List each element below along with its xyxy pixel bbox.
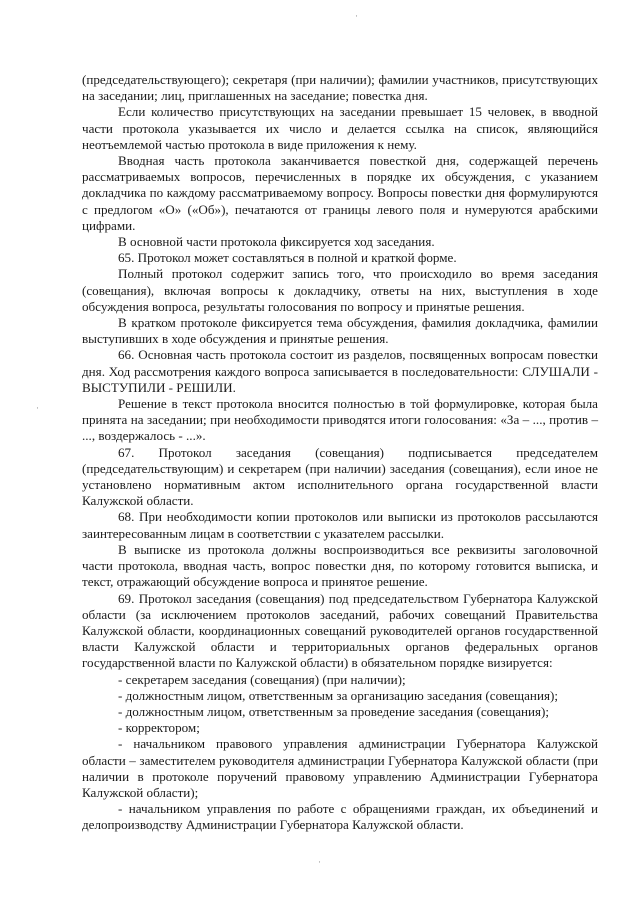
paragraph-69: 69. Протокол заседания (совещания) под председательством Губернатора Калужской области (за исключением протоколов заседаний, рабочих совещаний Правительства Калужской области, координационных совещаний руководителей органов государственной власти Калужской области и территориальных органов федеральных органов государственной власти по Калужской области) в обязательном порядке визируется: — [82, 590, 598, 671]
paragraph-66: 66. Основная часть протокола состоит из разделов, посвященных вопросам повестки дня. Ход рассмотрения каждого вопроса записывается в последовательности: СЛУШАЛИ - ВЫСТУПИЛИ - РЕШИЛИ. — [82, 347, 598, 395]
paragraph-67: 67. Протокол заседания (совещания) подписывается председателем (председательствующим) и секретарем (при наличии) заседания (совещания), если иное не установлено нормативным актом исполнительного органа государственной власти Калужской области. — [82, 444, 598, 509]
list-item: - начальником правового управления администрации Губернатора Калужской области – заместителем руководителя администрации Губернатора Калужской области (при наличии в протоколе поручений правовому управлению Администрации Губернатора Калужской области); — [82, 736, 598, 800]
scan-speck: · — [36, 403, 39, 413]
paragraph-decision: Решение в текст протокола вносится полностью в той формулировке, которая была принята на заседании; при необходимости приводятся итоги голосования: «За – ..., против – ..., воздержалось - ...». — [82, 396, 598, 444]
list-item: - начальником управления по работе с обращениями граждан, их объединений и делопроизводству Администрации Губернатора Калужской области. — [82, 801, 598, 833]
scan-speck: · — [318, 857, 321, 867]
paragraph-full-protocol: Полный протокол содержит запись того, что происходило во время заседания (совещания), включая вопросы к докладчику, ответы на них, выступления в ходе обсуждения вопроса, результаты голосования по вопросу и принятые решения. — [82, 266, 598, 314]
paragraph-main-part: В основной части протокола фиксируется ход заседания. — [118, 234, 435, 250]
list-item: - секретарем заседания (совещания) (при наличии); — [118, 671, 406, 687]
paragraph-65: 65. Протокол может составляться в полной и краткой форме. — [118, 250, 457, 266]
paragraph-agenda: Вводная часть протокола заканчивается повесткой дня, содержащей перечень рассматриваемых вопросов, перечисленных в порядке их обсуждения, с указанием докладчика по каждому рассматриваемому вопросу. Вопросы повестки дня формулируются с предлогом «О» («Об»), печатаются от границы левого поля и нумеруются арабскими цифрами. — [82, 153, 598, 233]
paragraph-attendees-count: Если количество присутствующих на заседании превышает 15 человек, в вводной части протокола указывается их число и делается ссылка на список, являющийся неотъемлемой частью протокола в виде приложения к нему. — [82, 104, 598, 152]
paragraph-68: 68. При необходимости копии протоколов или выписки из протоколов рассылаются заинтересованным лицам в соответствии с указателем рассылки. — [82, 509, 598, 541]
paragraph-short-protocol: В кратком протоколе фиксируется тема обсуждения, фамилия докладчика, фамилии выступивших в ходе обсуждения и принятые решения. — [82, 315, 598, 347]
paragraph-continuation: (председательствующего); секретаря (при наличии); фамилии участников, присутствующих на заседании; лиц, приглашенных на заседание; повестка дня. — [82, 72, 598, 104]
document-body — [82, 72, 598, 834]
scan-speck: · — [355, 11, 358, 21]
list-item: - должностным лицом, ответственным за проведение заседания (совещания); — [118, 703, 550, 719]
list-item: - корректором; — [118, 720, 200, 736]
paragraph-extract: В выписке из протокола должны воспроизводиться все реквизиты заголовочной части протокола, вводная часть, вопрос повестки дня, по которому готовится выписка, и текст, отражающий обсуждение вопроса и принятое решение. — [82, 541, 598, 590]
list-item: - должностным лицом, ответственным за организацию заседания (совещания); — [118, 687, 558, 703]
